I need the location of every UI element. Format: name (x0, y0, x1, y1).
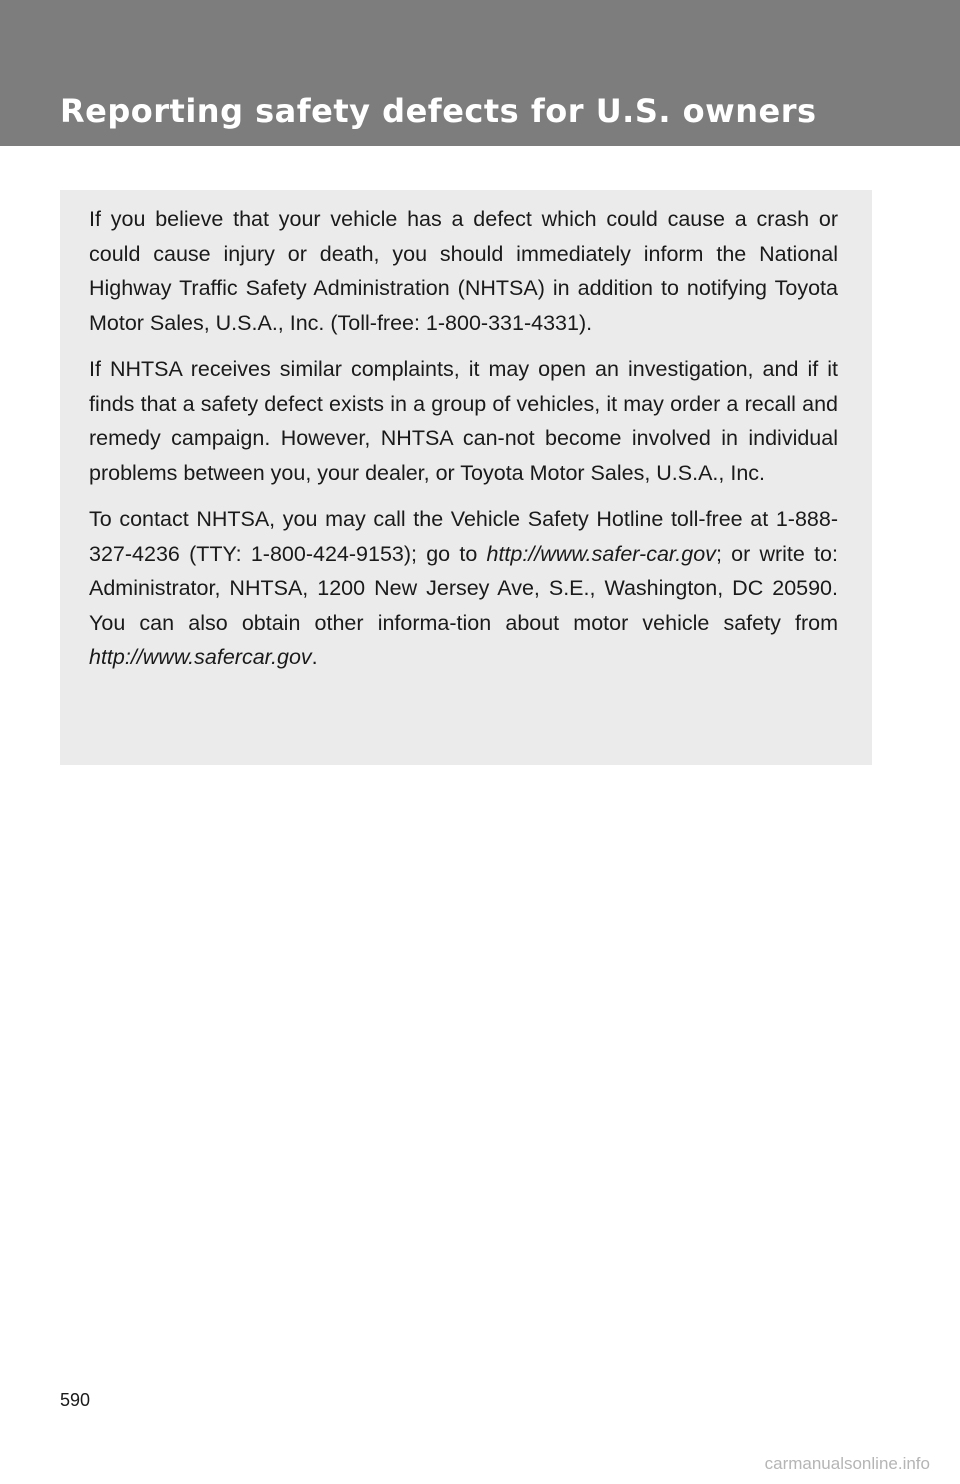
contact-text-part-2: ; or write to: Administrator, NHTSA, 1200 New Jersey Ave, S.E., Washington, DC 20590. You can also obtain other informa-tion about motor vehicle safety from (89, 541, 838, 635)
page-title: Reporting safety defects for U.S. owners (60, 92, 817, 130)
page-number: 590 (60, 1390, 91, 1410)
contact-text-part-3: . (311, 645, 318, 669)
watermark: carmanualsonline.info (764, 1454, 930, 1473)
safercar-link-1[interactable]: http://www.safer-car.gov (486, 541, 716, 566)
contact-text-part-1: To contact NHTSA, you may call the Vehicle Safety Hotline toll-free at 1-888-327-4236 (TTY: 1-800-424-9153); go to (89, 507, 838, 566)
info-box (60, 190, 872, 765)
paragraph-nhtsa-investigation: If NHTSA receives similar complaints, it may open an investigation, and if it finds that a safety defect exists in a group of vehicles, it may order a recall and remedy campaign. However, NHTSA can-not become involved in individual problems between you, your dealer, or Toyota Motor Sales, U.S.A., Inc. (89, 357, 838, 485)
paragraph-contact-nhtsa (89, 502, 838, 675)
paragraph-report-defect: If you believe that your vehicle has a defect which could cause a crash or could cause injury or death, you should immediately inform the National Highway Traffic Safety Administration (NHTSA) in addition to notifying Toyota Motor Sales, U.S.A., Inc. (Toll-free: 1-800-331-4331). (89, 207, 838, 335)
safercar-link-2[interactable]: http://www.safercar.gov (89, 645, 312, 669)
